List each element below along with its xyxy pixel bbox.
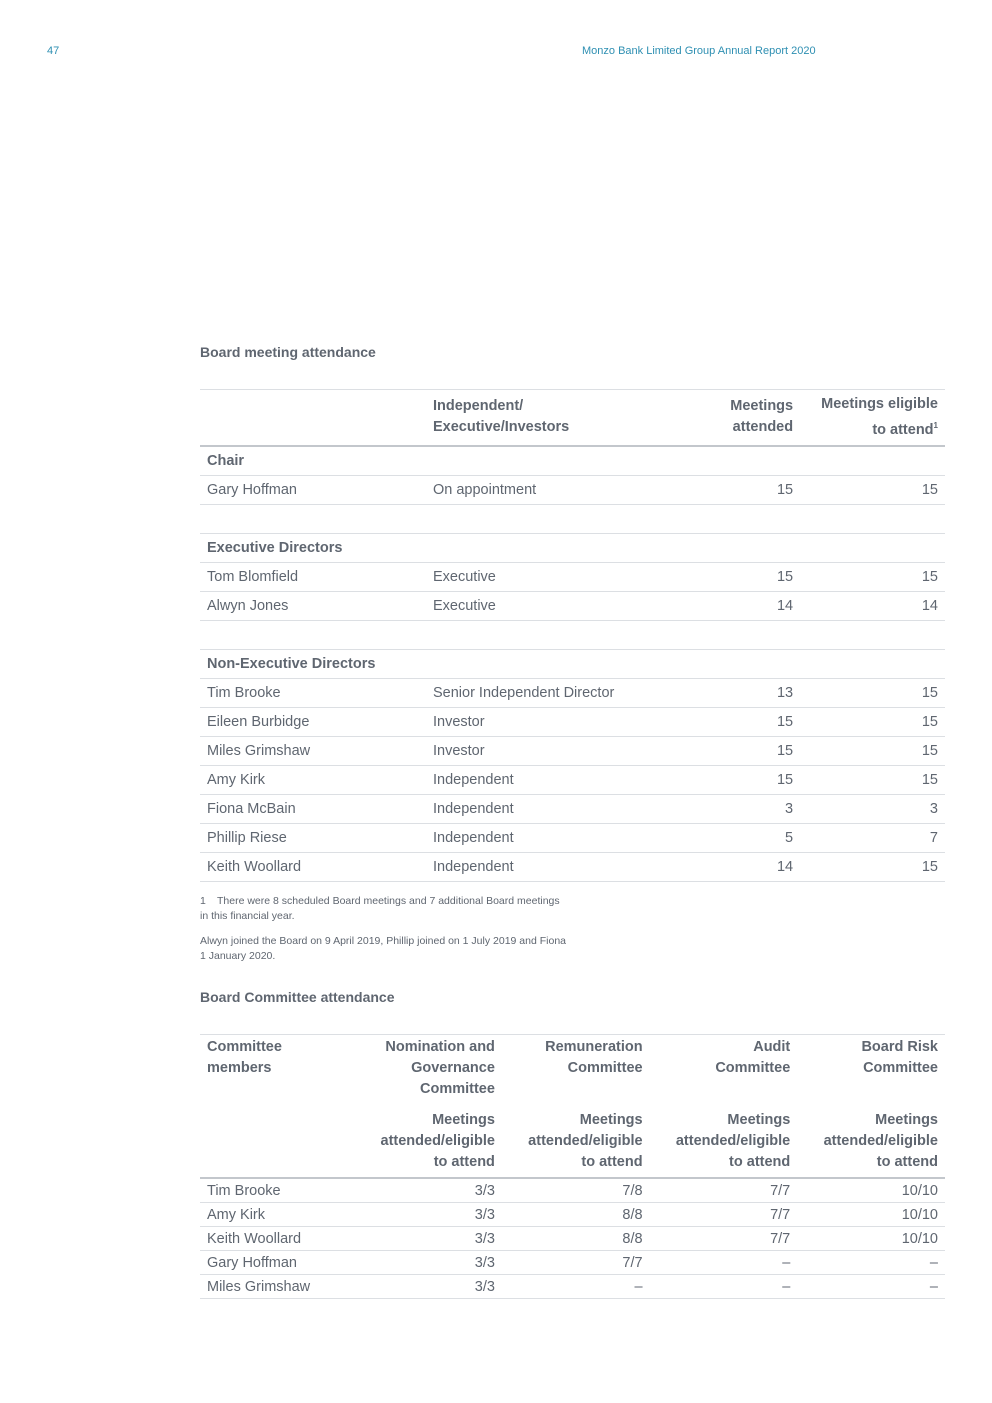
director-type: Investor <box>426 736 652 765</box>
col-header-remuneration <box>502 1035 650 1111</box>
table-row <box>200 1203 945 1227</box>
director-type: Executive <box>426 562 652 591</box>
audit-line1: Audit <box>753 1039 791 1055</box>
nomination-value: 3/3 <box>354 1227 502 1251</box>
col-header-attended-line1: Meetings <box>730 398 794 415</box>
audit-value: – <box>650 1251 798 1275</box>
board-attendance-title: Board meeting attendance <box>200 344 376 360</box>
member-name: Miles Grimshaw <box>200 1275 354 1299</box>
nomination-line1: Nomination and <box>385 1039 495 1055</box>
risk-value: 10/10 <box>797 1227 945 1251</box>
footnote-marker: 1 <box>933 421 938 430</box>
footnote <box>200 894 570 924</box>
director-name: Amy Kirk <box>200 765 426 794</box>
subheader-remuneration: Meetings attended/eligible to attend <box>502 1110 650 1178</box>
nomination-value: 3/3 <box>354 1178 502 1203</box>
col-header-risk <box>797 1035 945 1111</box>
director-type: Investor <box>426 707 652 736</box>
nomination-line3: Committee <box>419 1081 495 1097</box>
meetings-eligible: 7 <box>800 823 945 852</box>
director-type: Independent <box>426 765 652 794</box>
col-header-eligible <box>800 390 945 446</box>
director-type: Independent <box>426 823 652 852</box>
col-header-eligible-line2: to attend <box>872 421 934 438</box>
report-title: Monzo Bank Limited Group Annual Report 2020 <box>582 45 816 57</box>
group-header-row <box>200 649 945 678</box>
page-number: 47 <box>47 45 60 57</box>
remuneration-value: 7/7 <box>502 1251 650 1275</box>
footnote-number: 1 <box>200 895 206 907</box>
director-name: Gary Hoffman <box>200 475 426 504</box>
meetings-attended: 15 <box>652 475 800 504</box>
col-header-name <box>200 390 426 446</box>
meetings-attended: 15 <box>652 562 800 591</box>
table-row <box>200 562 945 591</box>
director-name: Tom Blomfield <box>200 562 426 591</box>
nomination-line2: Governance <box>411 1060 495 1076</box>
remuneration-line2: Committee <box>567 1060 643 1076</box>
director-name: Keith Woollard <box>200 852 426 881</box>
subheader-empty <box>200 1110 354 1178</box>
table-row <box>200 475 945 504</box>
table-row <box>200 707 945 736</box>
audit-value: – <box>650 1275 798 1299</box>
risk-line1: Board Risk <box>861 1039 938 1055</box>
member-name: Keith Woollard <box>200 1227 354 1251</box>
table-row <box>200 1251 945 1275</box>
committee-header-row <box>200 1035 945 1111</box>
col-header-type-line2: Executive/Investors <box>432 419 570 436</box>
meetings-attended: 3 <box>652 794 800 823</box>
committee-subheader-row <box>200 1110 945 1178</box>
subheader-audit: Meetings attended/eligible to attend <box>650 1110 798 1178</box>
meetings-eligible: 15 <box>800 707 945 736</box>
risk-value: – <box>797 1275 945 1299</box>
board-table-header <box>200 390 945 446</box>
nomination-value: 3/3 <box>354 1203 502 1227</box>
meetings-attended: 5 <box>652 823 800 852</box>
group-label: Chair <box>200 446 945 476</box>
group-label: Non-Executive Directors <box>200 649 945 678</box>
group-header-row <box>200 446 945 476</box>
meetings-attended: 15 <box>652 707 800 736</box>
director-type: Independent <box>426 794 652 823</box>
meetings-eligible: 3 <box>800 794 945 823</box>
nomination-value: 3/3 <box>354 1251 502 1275</box>
meetings-attended: 14 <box>652 591 800 620</box>
table-row <box>200 1178 945 1203</box>
director-type: Independent <box>426 852 652 881</box>
group-spacer <box>200 620 945 649</box>
member-name: Tim Brooke <box>200 1178 354 1203</box>
meetings-eligible: 15 <box>800 562 945 591</box>
table-row <box>200 823 945 852</box>
table-row <box>200 678 945 707</box>
remuneration-value: 8/8 <box>502 1203 650 1227</box>
subheader-risk: Meetings attended/eligible to attend <box>797 1110 945 1178</box>
director-name: Tim Brooke <box>200 678 426 707</box>
nomination-value: 3/3 <box>354 1275 502 1299</box>
col-header-type <box>426 390 652 446</box>
director-name: Phillip Riese <box>200 823 426 852</box>
director-name: Alwyn Jones <box>200 591 426 620</box>
audit-value: 7/7 <box>650 1227 798 1251</box>
meetings-attended: 14 <box>652 852 800 881</box>
table-row <box>200 591 945 620</box>
col-header-eligible-line1: Meetings eligible <box>821 396 938 412</box>
audit-value: 7/7 <box>650 1203 798 1227</box>
director-type: Executive <box>426 591 652 620</box>
footnote-text: There were 8 scheduled Board meetings and 7 additional Board meetings in this financial year. <box>200 895 560 922</box>
remuneration-value: 7/8 <box>502 1178 650 1203</box>
meetings-attended: 13 <box>652 678 800 707</box>
meetings-attended: 15 <box>652 765 800 794</box>
meetings-attended: 15 <box>652 736 800 765</box>
col-header-type-line1: Independent/ <box>432 398 524 415</box>
meetings-eligible: 15 <box>800 678 945 707</box>
col-header-audit <box>650 1035 798 1111</box>
risk-value: 10/10 <box>797 1178 945 1203</box>
table-row <box>200 1227 945 1251</box>
director-name: Eileen Burbidge <box>200 707 426 736</box>
meetings-eligible: 15 <box>800 736 945 765</box>
col-header-attended <box>652 390 800 446</box>
members-line2: members <box>207 1060 272 1076</box>
col-header-members <box>200 1035 354 1111</box>
director-name: Miles Grimshaw <box>200 736 426 765</box>
risk-line2: Committee <box>863 1060 938 1076</box>
meetings-eligible: 15 <box>800 475 945 504</box>
audit-value: 7/7 <box>650 1178 798 1203</box>
remuneration-line1: Remuneration <box>545 1039 643 1055</box>
col-header-attended-line2: attended <box>732 419 794 436</box>
col-header-nomination <box>354 1035 502 1111</box>
joining-note: Alwyn joined the Board on 9 April 2019, Phillip joined on 1 July 2019 and Fiona 1 January 2020. <box>200 935 566 962</box>
audit-line2: Committee <box>715 1060 791 1076</box>
committee-attendance-title: Board Committee attendance <box>200 989 395 1005</box>
group-spacer <box>200 504 945 533</box>
risk-value: 10/10 <box>797 1203 945 1227</box>
group-header-row <box>200 533 945 562</box>
risk-value: – <box>797 1251 945 1275</box>
director-type: On appointment <box>426 475 652 504</box>
table-row <box>200 765 945 794</box>
director-type: Senior Independent Director <box>426 678 652 707</box>
meetings-eligible: 14 <box>800 591 945 620</box>
committee-attendance-table <box>200 1034 945 1299</box>
table-row <box>200 852 945 881</box>
member-name: Gary Hoffman <box>200 1251 354 1275</box>
board-attendance-table <box>200 389 945 882</box>
subheader-nomination: Meetings attended/eligible to attend <box>354 1110 502 1178</box>
meetings-eligible: 15 <box>800 765 945 794</box>
table-row <box>200 794 945 823</box>
remuneration-value: – <box>502 1275 650 1299</box>
director-name: Fiona McBain <box>200 794 426 823</box>
member-name: Amy Kirk <box>200 1203 354 1227</box>
members-line1: Committee <box>207 1039 282 1055</box>
table-row <box>200 1275 945 1299</box>
meetings-eligible: 15 <box>800 852 945 881</box>
table-row <box>200 736 945 765</box>
group-label: Executive Directors <box>200 533 945 562</box>
remuneration-value: 8/8 <box>502 1227 650 1251</box>
